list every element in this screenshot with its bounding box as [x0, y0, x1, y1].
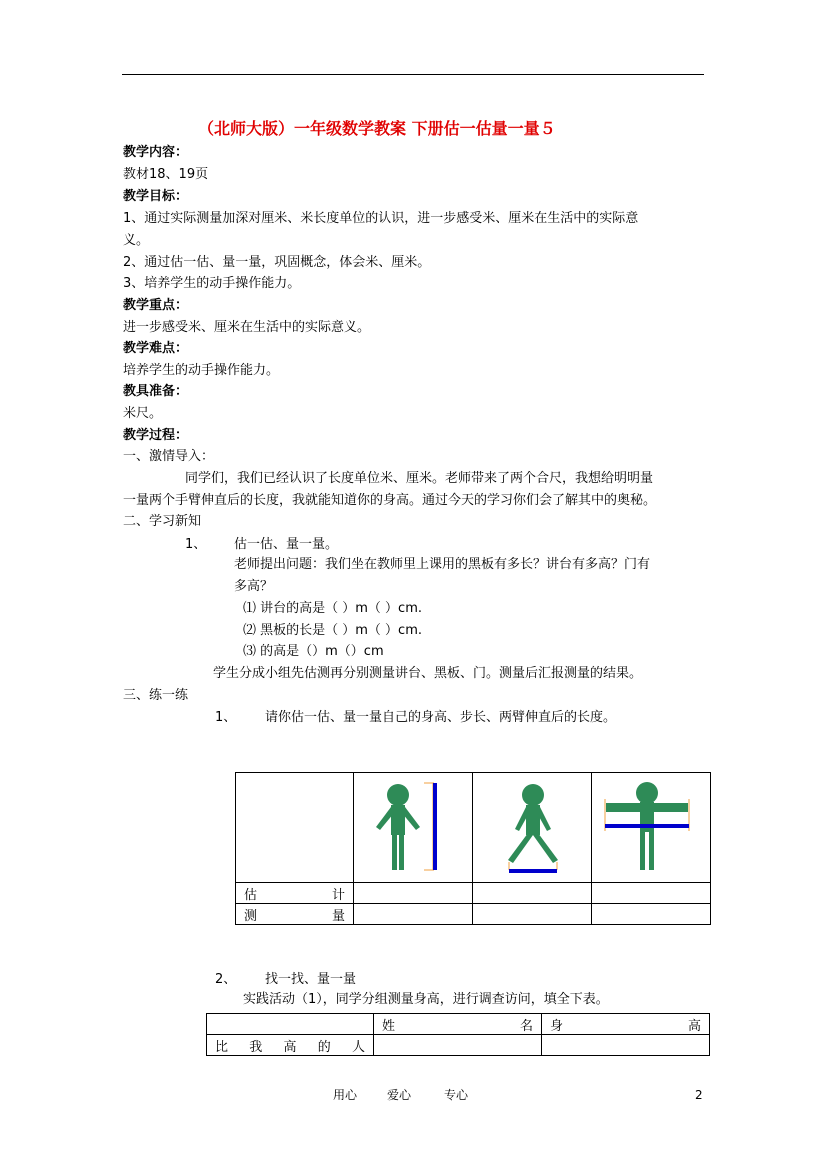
survey-corner-cell	[207, 1014, 374, 1035]
height-figure-cell	[354, 773, 473, 883]
step-figure-cell	[473, 773, 592, 883]
standing-figure-icon	[354, 773, 472, 882]
goal-2: 2、通过估一估、量一量，巩固概念，体会米、厘米。	[123, 255, 431, 270]
name-header-char-1: 姓	[382, 1018, 396, 1034]
estimate-step-cell[interactable]	[473, 883, 592, 904]
goal-1-line-1: 1、通过实际测量加深对厘米、米长度单位的认识，进一步感受米、厘米在生活中的实际意	[123, 211, 639, 226]
section-3-item-1-text: 请你估一估、量一量自己的身高、步长、两臂伸直后的长度。	[265, 710, 617, 725]
process-label: 教学过程：	[123, 428, 189, 443]
measurement-table	[235, 772, 711, 925]
row-label-char-1: 比	[215, 1039, 229, 1055]
taller-height-cell[interactable]	[542, 1035, 710, 1056]
estimate-armspan-cell[interactable]	[592, 883, 711, 904]
estimate-height-cell[interactable]	[354, 883, 473, 904]
difficulty-label: 教学难点：	[123, 341, 189, 356]
section-1-heading: 一、激情导入：	[123, 449, 215, 464]
section-2-sub-1: ⑴ 讲台的高是（ ）m（ ）cm.	[243, 601, 423, 616]
section-2-question-line-1: 老师提出问题：我们坐在教师里上课用的黑板有多长？讲台有多高？门有	[234, 557, 651, 572]
section-1-line-2: 一量两个手臂伸直后的长度，我就能知道你的身高。通过今天的学习你们会了解其中的奥秘。	[123, 493, 657, 508]
section-3-item-1-number: 1、	[215, 710, 237, 725]
goals-label: 教学目标：	[123, 189, 189, 204]
difficulty-text: 培养学生的动手操作能力。	[123, 363, 280, 378]
measure-char-1: 测	[244, 908, 258, 924]
page-number: 2	[695, 1088, 703, 1102]
row-label-char-3: 高	[283, 1039, 297, 1055]
armspan-figure-cell	[592, 773, 711, 883]
taller-than-me-label	[207, 1035, 374, 1056]
section-3-heading: 三、练一练	[123, 688, 189, 703]
tools-text: 米尺。	[123, 406, 163, 421]
survey-table	[206, 1013, 710, 1056]
arms-spread-figure-icon	[592, 773, 710, 882]
content-text: 教材18、19页	[123, 167, 209, 182]
height-header-char-1: 身	[550, 1018, 564, 1034]
section-2-heading: 二、学习新知	[123, 514, 202, 529]
empty-corner-cell	[236, 773, 354, 883]
focus-text: 进一步感受米、厘米在生活中的实际意义。	[123, 320, 371, 335]
estimate-row-label	[236, 883, 354, 904]
header-rule	[122, 74, 704, 75]
footer-mid: 爱心	[387, 1088, 412, 1102]
walking-figure-icon	[473, 773, 591, 882]
estimate-char-1: 估	[244, 887, 258, 903]
measure-height-cell[interactable]	[354, 904, 473, 925]
section-3-item-2-number: 2、	[215, 972, 237, 987]
goal-1-line-2: 义。	[123, 233, 150, 248]
section-1-line-1: 同学们，我们已经认识了长度单位米、厘米。老师带来了两个合尺，我想给明明量	[185, 471, 654, 486]
name-header	[374, 1014, 542, 1035]
section-2-sub-3: ⑶ 的高是（）m（）cm	[243, 644, 384, 659]
estimate-char-2: 计	[331, 887, 345, 903]
document-title: （北师大版）一年级数学教案 下册估一估量一量５	[198, 119, 556, 138]
tools-label: 教具准备：	[123, 384, 189, 399]
taller-name-cell[interactable]	[374, 1035, 542, 1056]
height-header-char-2: 高	[687, 1018, 701, 1034]
row-label-char-5: 人	[351, 1039, 365, 1055]
height-header	[542, 1014, 710, 1035]
measure-row-label	[236, 904, 354, 925]
footer-left: 用心	[333, 1088, 358, 1102]
row-label-char-2: 我	[249, 1039, 263, 1055]
content-label: 教学内容：	[123, 145, 189, 160]
goal-3: 3、培养学生的动手操作能力。	[123, 276, 301, 291]
section-2-item-1-number: 1、	[185, 537, 207, 552]
section-2-item-1-text: 估一估、量一量。	[234, 537, 339, 552]
footer-right: 专心	[444, 1088, 469, 1102]
measure-armspan-cell[interactable]	[592, 904, 711, 925]
section-2-question-line-2: 多高？	[234, 579, 274, 594]
section-3-item-2-text: 找一找、量一量	[265, 972, 357, 987]
name-header-char-2: 名	[519, 1018, 533, 1034]
section-2-summary: 学生分成小组先估测再分别测量讲台、黑板、门。测量后汇报测量的结果。	[213, 666, 643, 681]
focus-label: 教学重点：	[123, 298, 189, 313]
measure-char-2: 量	[331, 908, 345, 924]
measure-step-cell[interactable]	[473, 904, 592, 925]
row-label-char-4: 的	[317, 1039, 331, 1055]
section-2-sub-2: ⑵ 黑板的长是（ ）m（ ）cm.	[243, 623, 423, 638]
section-3-activity: 实践活动（1），同学分组测量身高，进行调查访问，填全下表。	[243, 992, 609, 1007]
